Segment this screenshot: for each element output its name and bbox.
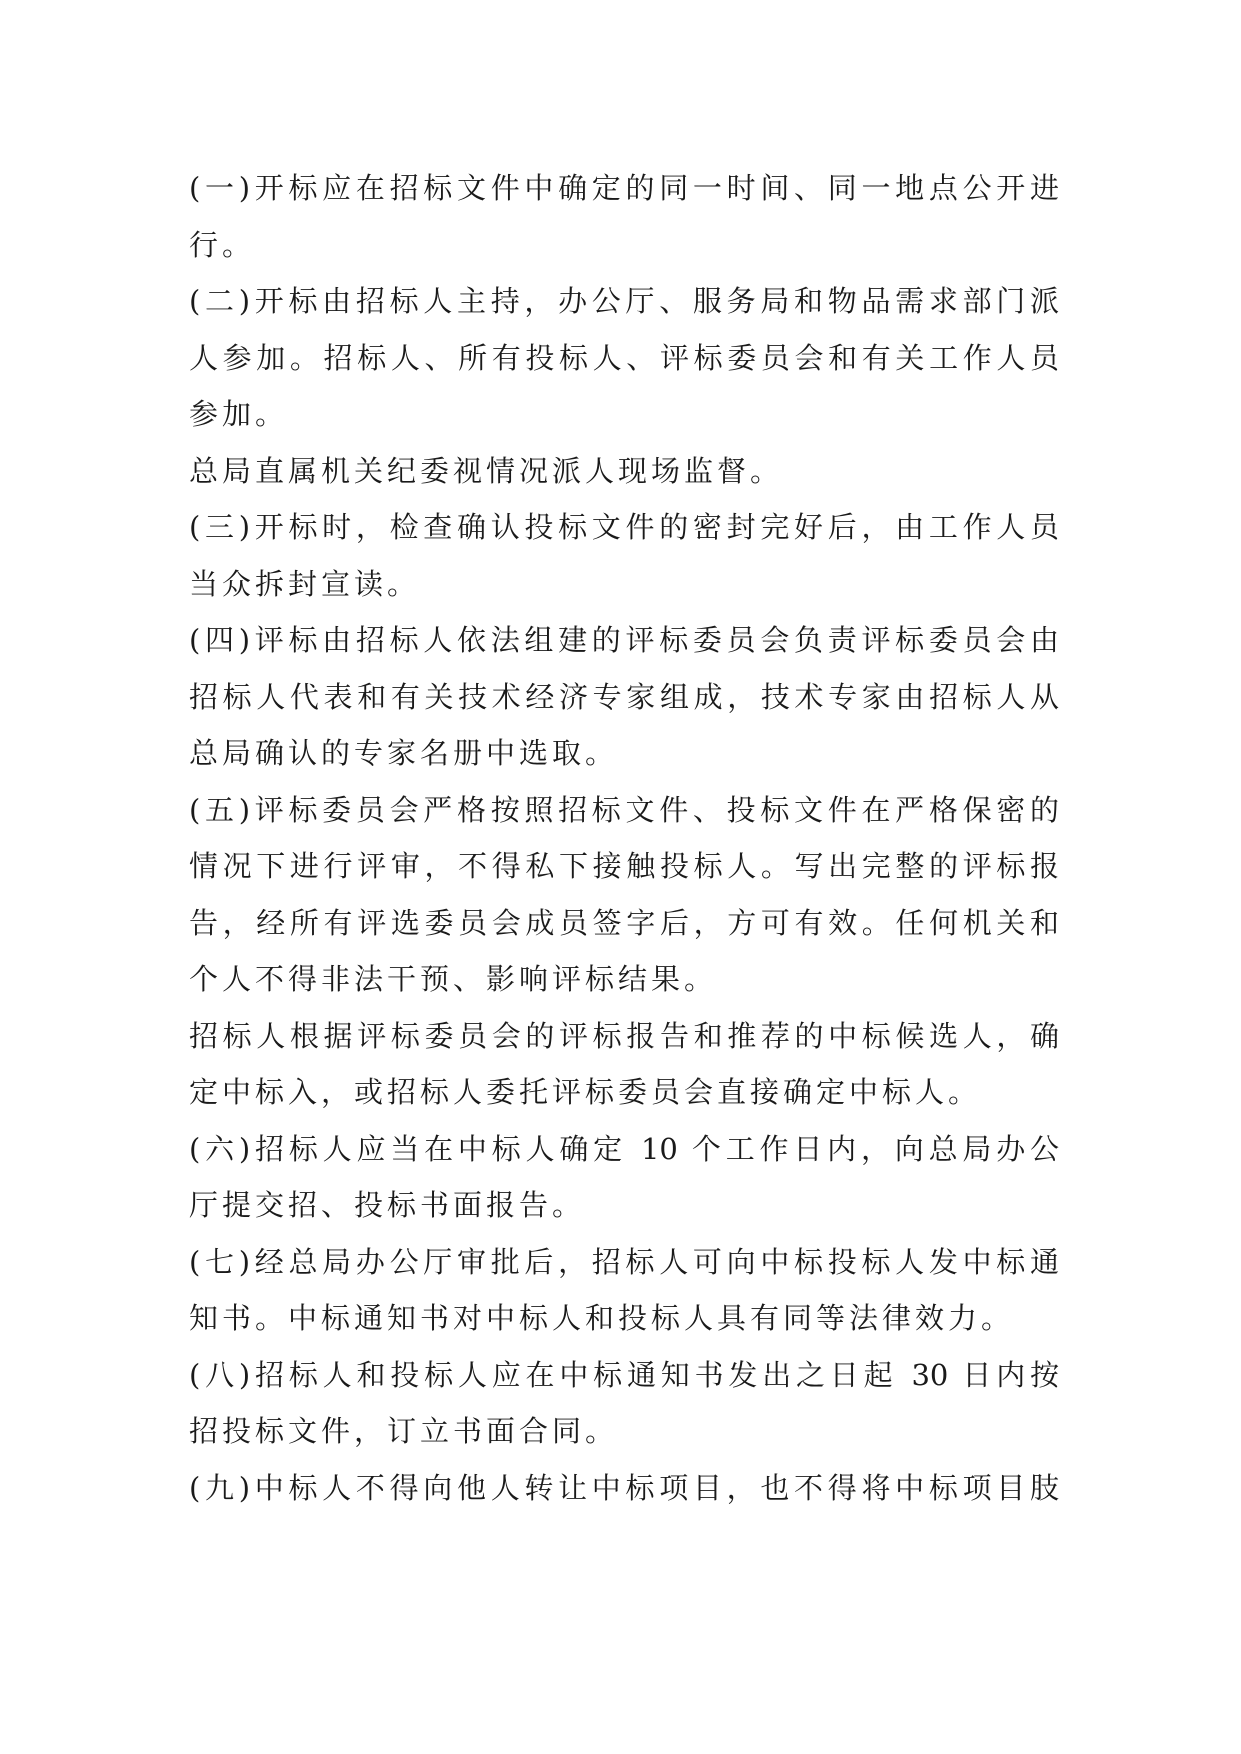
text-line: (三)开标时，检查确认投标文件的密封完好后，由工作人员 — [189, 510, 1059, 544]
text-line: 招投标文件，订立书面合同。 — [189, 1414, 619, 1448]
text-line: 招标人代表和有关技术经济专家组成，技术专家由招标人从 — [189, 679, 1059, 714]
text-line: 当众拆封宣读。 — [189, 566, 421, 601]
text-line: 招标人根据评标委员会的评标报告和推荐的中标候选人，确 — [189, 1018, 1059, 1053]
text-line: (九)中标人不得向他人转让中标项目，也不得将中标项目肢 — [189, 1470, 1059, 1505]
text-line: (七)经总局办公厅审批后，招标人可向中标投标人发中标通 — [189, 1244, 1059, 1279]
document-body — [189, 160, 1059, 1516]
text-line: 参加。 — [189, 397, 289, 431]
text-line: 告，经所有评选委员会成员签字后，方可有效。任何机关和 — [189, 905, 1059, 940]
text-line: 定中标入，或招标人委托评标委员会直接确定中标人。 — [189, 1075, 982, 1109]
text-line: 总局确认的专家名册中选取。 — [189, 736, 619, 770]
text-line: 个人不得非法干预、影响评标结果。 — [189, 962, 718, 996]
text-line: (五)评标委员会严格按照招标文件、投标文件在严格保密的 — [189, 792, 1059, 827]
text-line: 行。 — [189, 227, 256, 262]
text-line: (一)开标应在招标文件中确定的同一时间、同一地点公开进 — [189, 171, 1059, 205]
text-line: 知书。中标通知书对中标人和投标人具有同等法律效力。 — [189, 1301, 1015, 1335]
text-line: 总局直属机关纪委视情况派人现场监督。 — [189, 453, 784, 488]
text-line: 厅提交招、投标书面报告。 — [189, 1188, 586, 1222]
text-line: (八)招标人和投标人应在中标通知书发出之日起 30 日内按 — [189, 1357, 1059, 1392]
text-line: (四)评标由招标人依法组建的评标委员会负责评标委员会由 — [189, 623, 1059, 657]
text-line: (二)开标由招标人主持，办公厅、服务局和物品需求部门派 — [189, 284, 1059, 318]
text-line: 人参加。招标人、所有投标人、评标委员会和有关工作人员 — [189, 340, 1059, 375]
text-line: (六)招标人应当在中标人确定 10 个工作日内，向总局办公 — [189, 1131, 1059, 1166]
text-line: 情况下进行评审，不得私下接触投标人。写出完整的评标报 — [189, 849, 1059, 883]
